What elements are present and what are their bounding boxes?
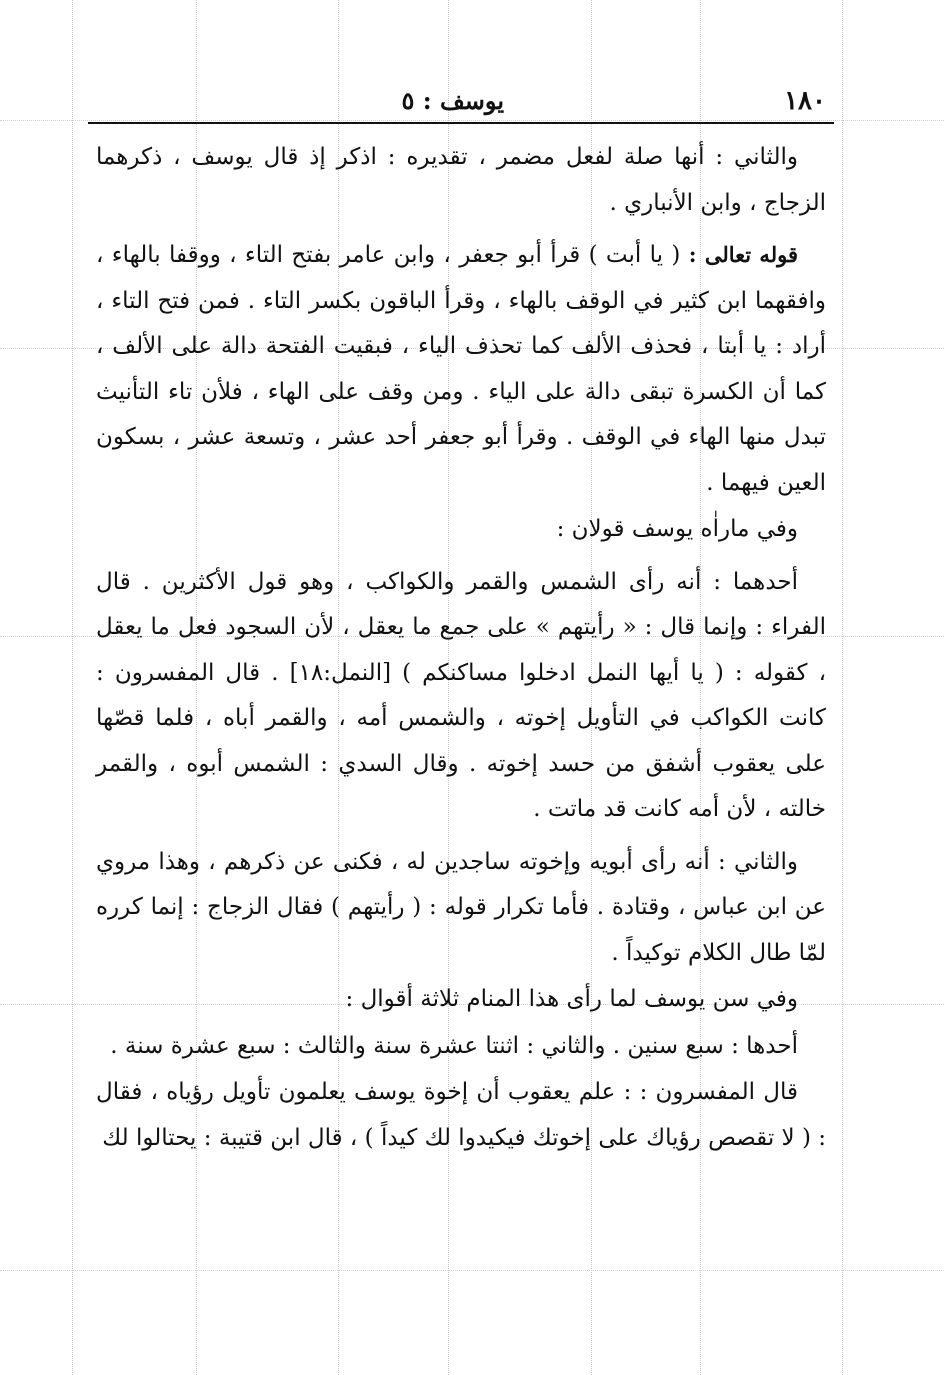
paragraph-text: والثاني : أنه رأى أبويه وإخوته ساجدين له ، فكنى عن ذكرهم ، وهذا مروي عن ابن عباس ، وقتادة . فأما تكرار قوله : ( رأيتهم ) فقال الزجاج : إنما كرره لمّا طال الكلام توكيداً . xyxy=(96,848,826,966)
paragraph-text: وفي سن يوسف لما رأى هذا المنام ثلاثة أقوال : xyxy=(345,986,798,1012)
paragraph-text: ( يا أبت ) قرأ أبو جعفر ، وابن عامر بفتح التاء ، ووقفا بالهاء ، وافقهما ابن كثير في الوقف بالهاء ، وقرأ الباقون بكسر التاء . فمن فتح التاء ، أراد : يا أبتا ، فحذف الألف كما تحذف الياء ، فبقيت الفتحة دالة على الألف ، كما أن الكسرة تبقى دالة على الياء . ومن وقف على الهاء ، فلأن تاء التأنيث تبدل منها الهاء في الوقف . وقرأ أبو جعفر أحد عشر ، وتسعة عشر ، بسكون العين فيهما . xyxy=(96,242,826,496)
paragraph-text: وفي ماراٰه يوسف قولان : xyxy=(556,516,798,542)
paragraph xyxy=(96,1069,826,1161)
paragraph-text: أحدها : سبع سنين . والثاني : اثنتا عشرة سنة والثالث : سبع عشرة سنة . xyxy=(110,1032,798,1059)
chapter-verse-title: يوسف : ٥ xyxy=(401,86,504,115)
paragraph xyxy=(96,976,826,1023)
paragraph-text: قال المفسرون : : علم يعقوب أن إخوة يوسف يعلمون تأويل رؤياه ، فقال : ( لا تقصص رؤياك على إخوتك فيكيدوا لك كيداً ) ، قال ابن قتيبة : يحتالوا لك xyxy=(96,1079,826,1151)
paragraph xyxy=(96,839,826,977)
body-text xyxy=(88,124,834,1161)
paragraph xyxy=(96,1023,826,1070)
running-header xyxy=(88,80,834,124)
paragraph xyxy=(96,559,826,833)
paragraph-lead: قوله تعالى : xyxy=(688,242,798,267)
paragraph-text: والثاني : أنها صلة لفعل مضمر ، تقديره : اذكر إذ قال يوسف ، ذكرهما الزجاج ، وابن الأنباري . xyxy=(96,144,826,216)
paragraph xyxy=(96,506,826,553)
paragraph xyxy=(96,134,826,226)
page-number: ١٨٠ xyxy=(784,86,826,116)
book-page xyxy=(88,80,834,1350)
paragraph-text: أحدهما : أنه رأى الشمس والقمر والكواكب ، وهو قول الأكثرين . قال الفراء : وإنما قال : « رأيتهم » على جمع ما يعقل ، لأن السجود فعل ما يعقل ، كقوله : ( يا أيها النمل ادخلوا مساكنكم ) [النمل:١٨] . قال المفسرون : كانت الكواكب في التأويل إخوته ، والشمس أمه ، والقمر أباه ، فلما قصّها على يعقوب أشفق من حسد إخوته . وقال السدي : الشمس أبوه ، والقمر خالته ، لأن أمه كانت قد ماتت . xyxy=(96,568,827,822)
paragraph xyxy=(96,232,826,506)
